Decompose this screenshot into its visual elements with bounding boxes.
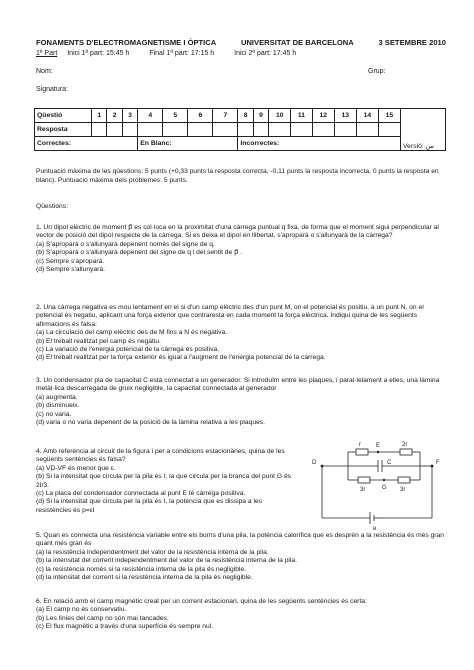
label-D: D: [312, 460, 317, 466]
label-E: E: [376, 443, 381, 449]
answer-cell[interactable]: [188, 123, 213, 137]
question-number: 9: [253, 109, 268, 123]
answer-label: Resposta: [35, 123, 92, 137]
option-d: (d) Sempre s'allunyarà.: [36, 266, 105, 274]
answer-cell[interactable]: [122, 123, 137, 137]
correct-label: Correctes:: [35, 137, 138, 151]
answer-cell[interactable]: [356, 123, 378, 137]
incorrect-label: Incorrectes:: [238, 137, 401, 151]
label-F: F: [436, 460, 440, 466]
question-1: [36, 224, 446, 274]
option-c: (c) la resistència només si la resistència interna de la pila és negligible.: [36, 565, 247, 573]
question-number: 8: [238, 109, 253, 123]
answer-cell[interactable]: [138, 123, 163, 137]
label-G: G: [382, 485, 387, 491]
option-b: (b) la intensitat del corrent independentment del valor de la resistència interna de la pila.: [36, 557, 297, 565]
option-d: (d) la intensitat del corrent si la resistència interna de la pila és negligible.: [36, 574, 253, 582]
option-a: (a) S'apropará o s'allunyarà depenent només del signe de q.: [36, 240, 215, 248]
answer-cell[interactable]: [238, 123, 253, 137]
answer-grid: [34, 108, 446, 151]
label-C: C: [387, 460, 392, 466]
option-b: (b) El treball realitzat pel camp és negatiu.: [36, 337, 161, 345]
grid-tally-row: [35, 137, 446, 151]
answer-cell[interactable]: [378, 123, 400, 137]
question-stem: 1. Un dipol elèctric de moment p⃗ es col·loca en la proximitat d'una càrrega puntual q fixa, de forma que el moment sigui perpendicular al vector de posició del dipol respecte de la càrrega. Si es deixa el dipol en llibertat, s'apropará o s'allunyarà de la càrrega?: [36, 224, 439, 240]
circuit-diagram: [308, 438, 450, 530]
label-3r-left: 3r: [360, 487, 366, 493]
label-e: e: [373, 526, 377, 530]
option-c: (c) El flux magnètic a través d'una superfície és sempre nul.: [36, 623, 214, 631]
question-4: [36, 448, 298, 515]
question-number: 15: [378, 109, 400, 123]
answer-cell[interactable]: [291, 123, 312, 137]
version-label: Versió: س: [403, 143, 434, 150]
option-c: (c) La variació de l'energia potencial de la càrrega és positiva.: [36, 346, 220, 354]
option-a: (a) VD-VF és menor que ε.: [36, 464, 116, 472]
option-a: (a) La circulació del camp elèctric des de M fins a N és negativa.: [36, 329, 228, 337]
option-b: (b) Si la intensitat que circula per la pila és I, la que circula per la branca del punt G és 2I/3.: [36, 473, 292, 489]
option-d: (d) varia o no varia depenent de la posició de la làmina relativa a les plaques.: [36, 419, 265, 427]
question-number: 7: [213, 109, 238, 123]
answer-cell[interactable]: [92, 123, 107, 137]
question-stem: 2. Una càrrega negativa es mou lentament en el si d'un camp elèctric des d'un punt M, on el potencial és positiu, a un punt N, on el potencial és negatiu, aplicant una força exterior que contraresta en cada moment la força elèctrica. Indiqui quina de les següents afirmacions és falsa:: [36, 304, 424, 328]
option-c: (c) no varia.: [36, 410, 72, 418]
answer-cell[interactable]: [107, 123, 122, 137]
end-part1: Final 1ª part: 17:15 h: [149, 50, 215, 57]
question-number: 3: [122, 109, 137, 123]
option-a: (a) augmenta.: [36, 393, 78, 401]
option-b: (b) S'apropará o s'allunyarà depenent del signe de q i del sentit de p⃗ .: [36, 249, 243, 257]
course-title: FONAMENTS D'ELECTROMAGNETISME I ÒPTICA: [36, 38, 217, 47]
question-3: [36, 377, 446, 427]
question-label: Qüestió: [35, 109, 92, 123]
signature-label: Signatura:: [36, 86, 68, 93]
schedule-line: [36, 50, 314, 57]
question-number: 12: [312, 109, 334, 123]
label-2r: 2r: [402, 442, 408, 448]
option-d: (d) El treball realitzat per la força exterior és igual a l'augment de l'energia potencial de la càrrega.: [36, 354, 326, 362]
question-number: 10: [269, 109, 291, 123]
scoring-note: Puntuació màxima de les qüestions: 5 punts (+0,33 punts la resposta correcta, -0,11 punts la resposta incorrecta, 0 punts la resposta en blanc). Puntuació màxima dels problemes: 5 punts.: [36, 168, 439, 184]
name-label: Nom:: [36, 68, 53, 75]
part-label: 1ª Part: [36, 50, 58, 57]
label-3r-right: 3r: [400, 487, 406, 493]
question-number: 2: [107, 109, 122, 123]
answer-cell[interactable]: [253, 123, 268, 137]
start-part1: Inici 1ª part: 15:45 h: [67, 50, 130, 57]
question-number: 14: [356, 109, 378, 123]
question-stem: 5. Quan es connecta una resistència variable entre els borns d'una pila, la potència calorífica que es desprèn a la resistència és més gran quant més gran és: [36, 532, 444, 548]
exam-date: 3 SETEMBRE 2010: [378, 38, 446, 47]
grid-answer-row: [35, 123, 446, 137]
grid-question-row: [35, 109, 446, 123]
option-c: (c) La placa del condensador connectada al punt E té càrrega positiva.: [36, 490, 246, 498]
question-number: 11: [291, 109, 312, 123]
answer-cell[interactable]: [213, 123, 238, 137]
question-stem: 6. En relació amb el camp magnètic creat per un corrent estacionari, quina de les següents sentències és certa:: [36, 598, 367, 605]
start-part2: Inici 2ª part: 17:45 h: [234, 50, 297, 57]
question-2: [36, 304, 446, 363]
label-r: r: [359, 442, 361, 448]
blank-label: En Blanc:: [138, 137, 238, 151]
answer-cell[interactable]: [334, 123, 356, 137]
option-b: (b) Les línies del camp no són mai tancades.: [36, 614, 169, 622]
questions-title: Qüestions:: [36, 203, 68, 210]
question-stem: 4. Amb referència al circuit de la figura i per a condicions estacionàries, quina de les següents sentències és falsa?: [36, 448, 285, 464]
question-number: 5: [163, 109, 188, 123]
option-a: (a) El camp no és conservatiu.: [36, 606, 127, 614]
university-name: UNIVERSITAT DE BARCELONA: [240, 38, 354, 47]
answer-cell[interactable]: [269, 123, 291, 137]
group-label: Grup:: [368, 68, 386, 75]
question-6: [36, 598, 446, 632]
question-5: [36, 532, 446, 582]
option-a: (a) la resistència independentment del valor de la resistència interna de la pila.: [36, 548, 269, 556]
version-cell: [401, 109, 446, 151]
option-c: (c) Sempre s'apropará.: [36, 257, 105, 265]
option-b: (b) disminueix.: [36, 402, 80, 410]
question-number: 13: [334, 109, 356, 123]
exam-header: [36, 38, 446, 47]
question-stem: 3. Un condensador pla de capacitat C està connectat a un generador. Si introduïm entre les plaques, i paral·lelament a elles, una làmina metàl·lica descarregada de gruix negligible, la capacitat connectada al generador: [36, 377, 440, 393]
answer-cell[interactable]: [163, 123, 188, 137]
question-number: 6: [188, 109, 213, 123]
answer-cell[interactable]: [312, 123, 334, 137]
question-number: 4: [138, 109, 163, 123]
option-d: (d) Si la intensitat que circula per la pila és I, la potència que es dissipa a les resistències és p=εI: [36, 498, 263, 514]
question-number: 1: [92, 109, 107, 123]
